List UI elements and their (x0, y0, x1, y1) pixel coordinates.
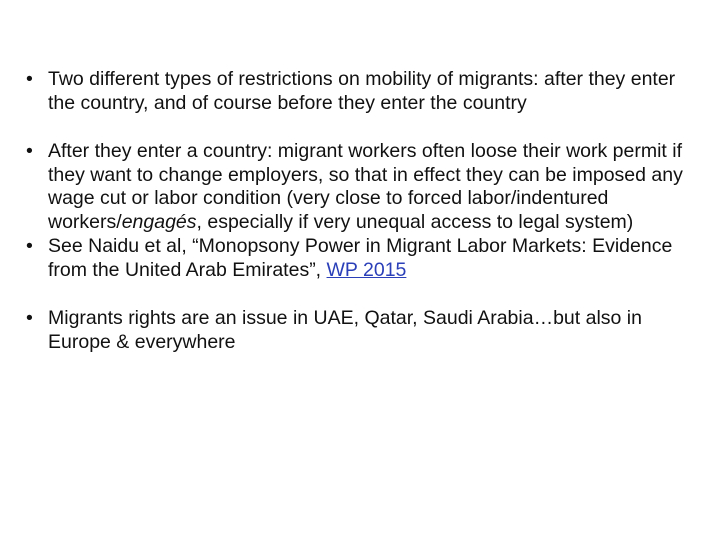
bullet-dot-icon: • (26, 307, 33, 329)
bullet-text: See Naidu et al, “Monopsony Power in Migrant Labor Markets: Evidence from the United Arab Emirates”, (48, 235, 673, 281)
bullet-text-italic: engagés (121, 210, 197, 233)
bullet-item (26, 140, 706, 234)
bullet-dot-icon: • (26, 235, 33, 257)
bullet-text: Migrants rights are an issue in UAE, Qatar, Saudi Arabia…but also in Europe & everywhere (48, 307, 642, 353)
bullet-text: After they enter a country: migrant workers often loose their work permit if they want to change employers, so that in effect they can be imposed any wage cut or labor condition (very close to forced labor/indentured workers/ (48, 140, 683, 233)
bullet-item (26, 235, 706, 282)
wp-2015-link[interactable]: WP 2015 (326, 258, 407, 281)
bullet-dot-icon: • (26, 68, 33, 90)
bullet-item (26, 307, 706, 354)
bullet-text: Two different types of restrictions on mobility of migrants: after they enter the country, and of course before they enter the country (48, 68, 676, 114)
bullet-list (26, 68, 706, 354)
bullet-text: , especially if very unequal access to legal system) (196, 210, 634, 233)
bullet-dot-icon: • (26, 140, 33, 162)
bullet-item (26, 68, 706, 115)
